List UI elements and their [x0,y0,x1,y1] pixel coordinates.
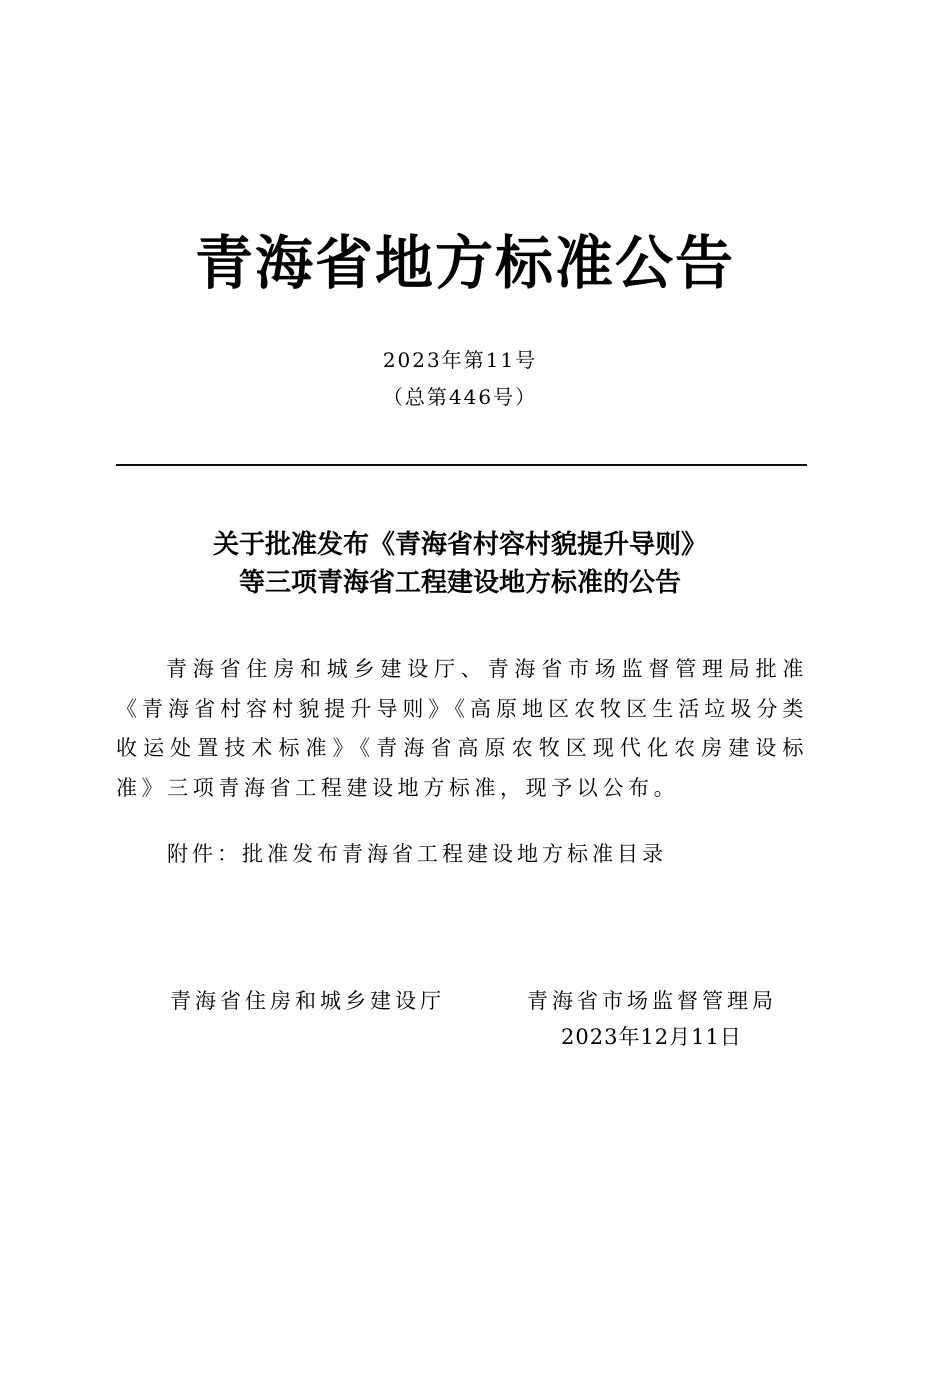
subject-title-line-1: 关于批准发布《青海省村容村貌提升导则》 [212,530,707,560]
header-divider [116,464,807,466]
announcement-title: 青海省地方标准公告 [194,229,735,297]
subject-title-line-2: 等三项青海省工程建设地方标准的公告 [238,568,681,598]
attachment-note: 附件：批准发布青海省工程建设地方标准目录 [167,842,667,866]
total-issue-number: （总第446号） [382,385,538,409]
announcement-body: 青海省住房和城乡建设厅、青海省市场监督管理局批准《青海省村容村貌提升导则》《高原地区农牧区生活垃圾分类收运处置技术标准》《青海省高原农牧区现代化农房建设标准》三项青海省工程建设地方标准，现予以公布。 [116,657,808,800]
issue-date: 2023年12月11日 [561,1025,742,1049]
issue-number: 2023年第11号 [382,348,538,372]
issuer-housing-department: 青海省住房和城乡建设厅 [170,989,445,1013]
issuer-market-regulation: 青海省市场监督管理局 [527,989,777,1013]
